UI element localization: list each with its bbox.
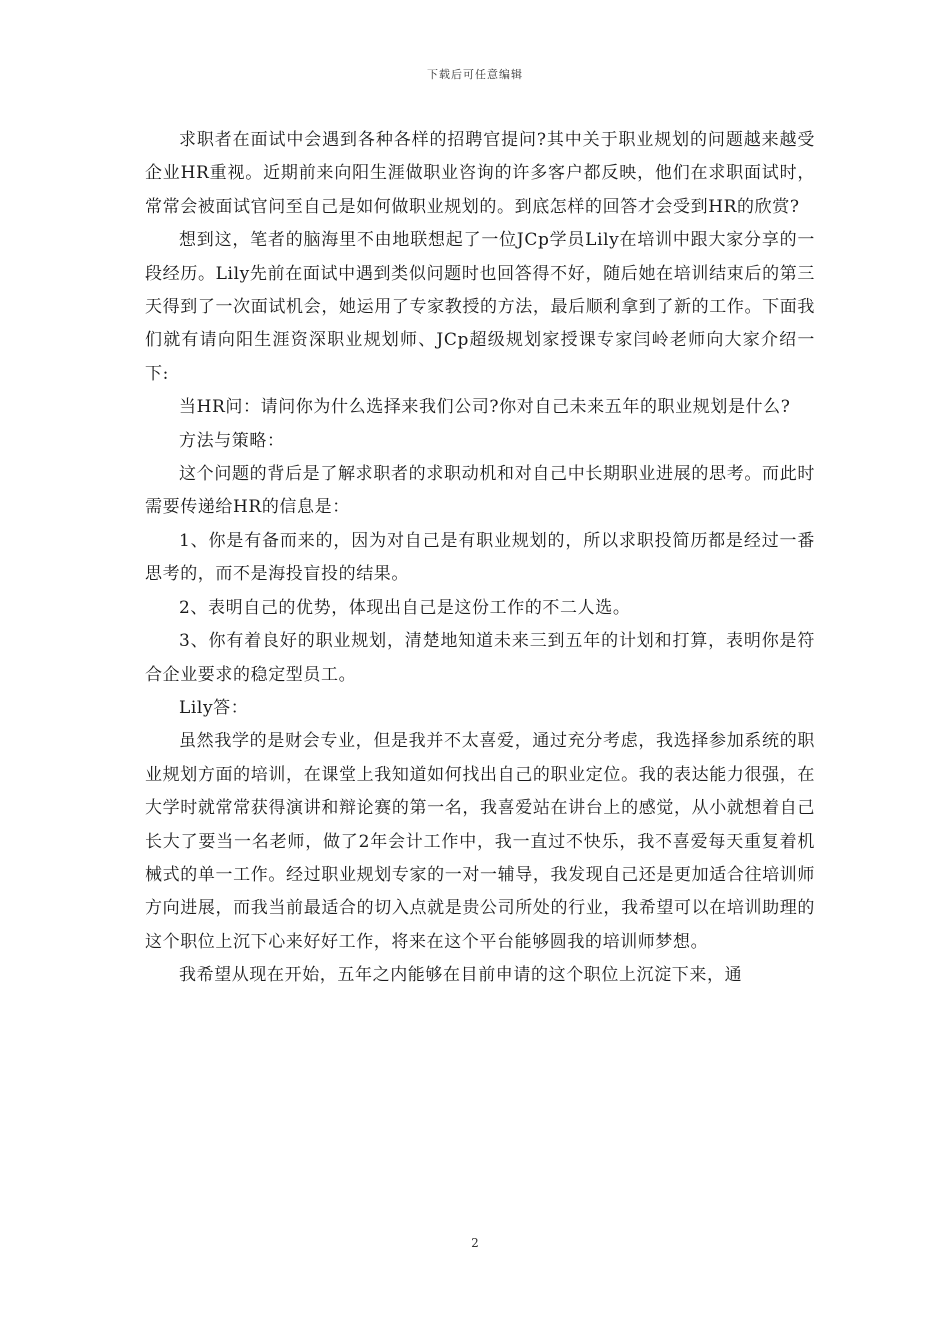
- page-number: 2: [471, 1236, 479, 1250]
- paragraph-lily-answer: 虽然我学的是财会专业，但是我并不太喜爱，通过充分考虑，我选择参加系统的职业规划方面的培训，在课堂上我知道如何找出自己的职业定位。我的表达能力很强，在大学时就常常获得演讲和辩论赛的第一名，我喜爱站在讲台上的感觉，从小就想着自己长大了要当一名老师，做了2年会计工作中，我一直过不快乐，我不喜爱每天重复着机械式的单一工作。经过职业规划专家的一对一辅导，我发现自己还是更加适合往培训师方向进展，而我当前最适合的切入点就是贵公司所处的行业，我希望可以在培训助理的这个职位上沉下心来好好工作，将来在这个平台能够圆我的培训师梦想。: [145, 731, 815, 952]
- paragraph-lily-answer-label: Lily答：: [179, 697, 249, 718]
- paragraph-hr-question: 当HR问：请问你为什么选择来我们公司?你对自己未来五年的职业规划是什么?: [179, 397, 791, 418]
- page-header: 下载后可任意编辑: [427, 68, 523, 81]
- paragraph-intro: 求职者在面试中会遇到各种各样的招聘官提问?其中关于职业规划的问题越来越受企业HR重视。近期前来向阳生涯做职业咨询的许多客户都反映，他们在求职面试时，常常会被面试官问至自己是如何做职业规划的。到底怎样的回答才会受到HR的欣赏?: [145, 130, 815, 217]
- paragraph-five-year-plan: 我希望从现在开始，五年之内能够在目前申请的这个职位上沉淀下来，通: [179, 965, 743, 986]
- paragraph-method-intro: 这个问题的背后是了解求职者的求职动机和对自己中长期职业进展的思考。而此时需要传递给HR的信息是：: [145, 464, 815, 518]
- paragraph-point-2: 2、表明自己的优势，体现出自己是这份工作的不二人选。: [179, 597, 631, 618]
- paragraph-method-heading: 方法与策略：: [179, 430, 285, 451]
- paragraph-point-3: 3、你有着良好的职业规划，清楚地知道未来三到五年的计划和打算，表明你是符合企业要求的稳定型员工。: [145, 631, 815, 685]
- paragraph-lily-story: 想到这，笔者的脑海里不由地联想起了一位JCp学员Lily在培训中跟大家分享的一段经历。Lily先前在面试中遇到类似问题时也回答得不好，随后她在培训结束后的第三天得到了一次面试机会，她运用了专家教授的方法，最后顺利拿到了新的工作。下面我们就有请向阳生涯资深职业规划师、JCp超级规划家授课专家闫岭老师向大家介绍一下:: [145, 230, 815, 384]
- paragraph-point-1: 1、你是有备而来的，因为对自己是有职业规划的，所以求职投简历都是经过一番思考的，而不是海投盲投的结果。: [145, 530, 815, 585]
- document-body: [145, 124, 815, 993]
